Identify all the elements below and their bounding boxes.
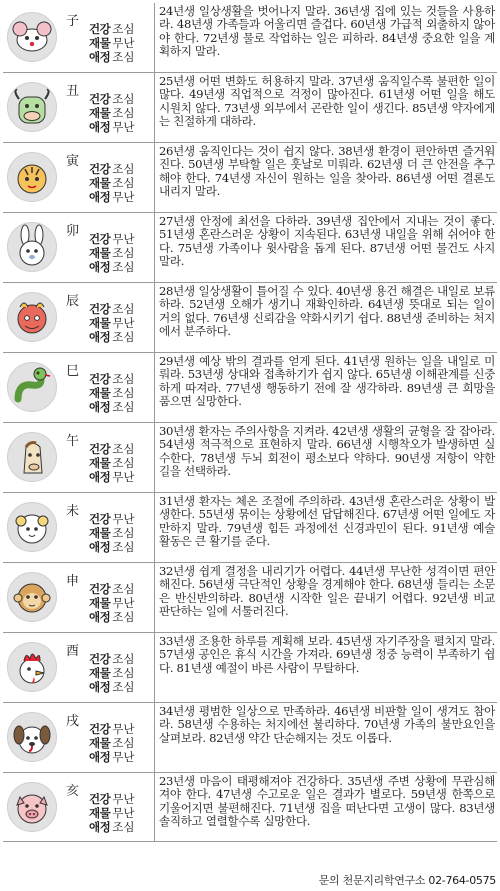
zodiac-hanja: 寅 [66,154,80,169]
fortune-ratings [89,512,134,554]
zodiac-row [3,702,497,772]
wealth-label: 재물 [89,736,111,750]
love-rating [89,50,134,64]
wealth-rating [89,666,134,680]
zodiac-hanja: 午 [66,434,80,449]
wealth-value: 무난 [112,316,135,330]
wealth-value: 무난 [112,806,135,820]
fortune-ratings [89,582,134,624]
love-label: 애정 [89,540,111,554]
zodiac-info [3,423,154,492]
zodiac-hanja: 申 [66,574,80,589]
health-label: 건강 [89,722,111,736]
wealth-label: 재물 [89,456,111,470]
love-label: 애정 [89,400,111,414]
love-value: 조심 [112,540,135,554]
zodiac-info [3,353,154,422]
love-label: 애정 [89,50,111,64]
snake-icon [7,362,57,412]
zodiac-info [3,773,154,841]
tiger-icon [7,152,57,202]
love-label: 애정 [89,190,111,204]
wealth-rating [89,736,134,750]
wealth-rating [89,106,134,120]
fortune-text: 29년생 예상 밖의 결과를 얻게 된다. 41년생 원하는 일을 내일로 미뤄라. 53년생 상대와 접촉하기가 쉽지 않다. 65년생 이해관계를 신중하게 따져라. 77년생 행동하기 전에 잘 생각하라. 89년생 큰 희망을 품으면 실망한다. [154,353,497,422]
zodiac-hanja: 子 [66,14,80,29]
health-rating [89,92,134,106]
fortune-text: 30년생 환자는 주의사항을 지켜라. 42년생 생활의 균형을 잘 잡아라. 54년생 적극적으로 표현하지 말라. 66년생 시행착오가 발생하면 실수한다. 78년생 두뇌 회전이 평소보다 약하다. 90년생 저항이 약한 길을 선택하라. [154,423,497,492]
zodiac-row [3,422,497,492]
health-rating [89,582,134,596]
zodiac-hanja: 酉 [66,644,80,659]
wealth-value: 조심 [112,736,135,750]
wealth-label: 재물 [89,526,111,540]
zodiac-info [3,3,154,72]
wealth-value: 조심 [112,176,135,190]
health-label: 건강 [89,512,111,526]
zodiac-hanja: 未 [66,504,80,519]
zodiac-row [3,632,497,702]
fortune-ratings [89,652,134,694]
love-rating [89,820,134,834]
love-rating [89,470,134,484]
health-label: 건강 [89,232,111,246]
fortune-text: 26년생 움직인다는 것이 쉽지 않다. 38년생 환경이 편안하면 즐거워진다. 50년생 부탁할 일은 훗날로 미뤄라. 62년생 더 큰 안전을 추구해야 한다. 74년생 자신이 원하는 일을 찾아라. 86년생 어떤 결론도 내리지 말라. [154,143,497,212]
health-label: 건강 [89,22,111,36]
health-value: 조심 [112,372,135,386]
wealth-label: 재물 [89,176,111,190]
zodiac-info [3,633,154,702]
health-rating [89,372,134,386]
fortune-ratings [89,22,134,64]
wealth-value: 조심 [112,526,135,540]
love-value: 무난 [112,750,135,764]
ox-icon [7,82,57,132]
fortune-ratings [89,442,134,484]
rat-icon [7,12,57,62]
horoscope-table [3,3,497,842]
health-rating [89,22,134,36]
wealth-rating [89,316,134,330]
wealth-label: 재물 [89,246,111,260]
wealth-rating [89,246,134,260]
love-label: 애정 [89,610,111,624]
zodiac-info [3,213,154,282]
love-value: 조심 [112,260,135,274]
horse-icon [7,432,57,482]
zodiac-info [3,563,154,632]
health-rating [89,652,134,666]
wealth-label: 재물 [89,596,111,610]
fortune-ratings [89,792,134,834]
wealth-rating [89,36,134,50]
wealth-value: 무난 [112,596,135,610]
contact-footer: 문의 천문지리학연구소 02-764-0575 [318,874,496,887]
love-value: 무난 [112,470,135,484]
zodiac-hanja: 卯 [66,224,80,239]
wealth-value: 조심 [112,666,135,680]
wealth-rating [89,456,134,470]
wealth-value: 조심 [112,246,135,260]
fortune-text: 28년생 일상생활이 틀어질 수 있다. 40년생 용건 해결은 내일로 보류하라. 52년생 오해가 생기니 재확인하라. 64년생 뜻대로 되는 일이 거의 없다. 76년생 신뢰감을 약화시키기 쉽다. 88년생 준비하는 처지에서 분주하다. [154,283,497,352]
fortune-ratings [89,302,134,344]
health-label: 건강 [89,162,111,176]
health-rating [89,162,134,176]
love-label: 애정 [89,680,111,694]
love-value: 조심 [112,680,135,694]
health-rating [89,442,134,456]
health-value: 조심 [112,22,135,36]
health-value: 무난 [112,722,135,736]
fortune-text: 33년생 조용한 하루를 계획해 보라. 45년생 자기주장을 펼치지 말라. 57년생 공인은 휴식 시간을 가져라. 69년생 정중 능력이 부족하기 쉽다. 81년생 예절이 바른 사람이 무탈하다. [154,633,497,702]
zodiac-info [3,143,154,212]
fortune-text: 31년생 환자는 체온 조절에 주의하라. 43년생 혼란스러운 상황이 발생한다. 55년생 묶이는 상황에선 답답해진다. 67년생 어떤 일에도 자만하지 말라. 79년생 힘든 과정에선 신경과민이 된다. 91년생 예술 활동은 큰 활기를 준다. [154,493,497,562]
love-label: 애정 [89,470,111,484]
health-rating [89,232,134,246]
health-label: 건강 [89,652,111,666]
love-rating [89,400,134,414]
health-label: 건강 [89,792,111,806]
health-value: 무난 [112,792,135,806]
love-label: 애정 [89,330,111,344]
wealth-rating [89,386,134,400]
fortune-ratings [89,92,134,134]
love-label: 애정 [89,120,111,134]
dog-icon [7,712,57,762]
love-label: 애정 [89,260,111,274]
health-rating [89,512,134,526]
health-value: 조심 [112,442,135,456]
wealth-rating [89,596,134,610]
zodiac-hanja: 辰 [66,294,80,309]
love-rating [89,330,134,344]
zodiac-info [3,703,154,772]
wealth-label: 재물 [89,666,111,680]
fortune-text: 27년생 안정에 최선을 다하라. 39년생 집안에서 지내는 것이 좋다. 51년생 혼란스러운 상황이 지속된다. 63년생 내일을 위해 쉬어야 한다. 75년생 가족이나 윗사람을 돕게 된다. 87년생 어떤 물건도 사지 말라. [154,213,497,282]
love-value: 무난 [112,190,135,204]
rabbit-icon [7,222,57,272]
health-label: 건강 [89,372,111,386]
fortune-ratings [89,722,134,764]
health-value: 조심 [112,652,135,666]
zodiac-row [3,492,497,562]
wealth-label: 재물 [89,316,111,330]
zodiac-row [3,562,497,632]
zodiac-hanja: 巳 [66,364,80,379]
fortune-ratings [89,232,134,274]
wealth-label: 재물 [89,36,111,50]
health-label: 건강 [89,302,111,316]
health-label: 건강 [89,442,111,456]
wealth-rating [89,806,134,820]
zodiac-row [3,3,497,72]
fortune-ratings [89,162,134,204]
love-rating [89,610,134,624]
zodiac-row [3,212,497,282]
zodiac-row [3,282,497,352]
zodiac-hanja: 丑 [66,84,80,99]
love-rating [89,540,134,554]
love-value: 조심 [112,610,135,624]
zodiac-row [3,772,497,842]
wealth-label: 재물 [89,386,111,400]
health-value: 조심 [112,162,135,176]
health-rating [89,722,134,736]
zodiac-info [3,283,154,352]
love-value: 조심 [112,50,135,64]
wealth-value: 조심 [112,386,135,400]
zodiac-row [3,142,497,212]
fortune-text: 25년생 어떤 변화도 허용하지 말라. 37년생 움직일수록 불편한 일이 많다. 49년생 직업적으로 걱정이 많아진다. 61년생 어떤 일을 해도 시원치 않다. 73년생 외부에서 곤란한 일이 생긴다. 85년생 약자에게는 친절하게 대하라. [154,73,497,142]
rooster-icon [7,642,57,692]
health-value: 무난 [112,232,135,246]
health-label: 건강 [89,582,111,596]
love-value: 조심 [112,820,135,834]
love-rating [89,120,134,134]
love-rating [89,750,134,764]
health-value: 조심 [112,92,135,106]
wealth-label: 재물 [89,106,111,120]
love-rating [89,190,134,204]
health-value: 조심 [112,582,135,596]
dragon-icon [7,292,57,342]
fortune-ratings [89,372,134,414]
health-rating [89,302,134,316]
zodiac-row [3,352,497,422]
love-rating [89,680,134,694]
love-label: 애정 [89,750,111,764]
monkey-icon [7,572,57,622]
wealth-value: 조심 [112,456,135,470]
love-label: 애정 [89,820,111,834]
wealth-value: 조심 [112,106,135,120]
zodiac-hanja: 亥 [66,784,80,799]
zodiac-info [3,73,154,142]
pig-icon [7,782,57,832]
wealth-rating [89,526,134,540]
fortune-text: 24년생 일상생활을 벗어나지 말라. 36년생 집에 있는 것들을 사용하라. 48년생 가족들과 어울리면 즐겁다. 60년생 가급적 외출하지 않아야 한다. 72년생 물로 작업하는 일은 피하라. 84년생 중요한 일을 계획하지 말라. [154,3,497,72]
zodiac-row [3,72,497,142]
wealth-label: 재물 [89,806,111,820]
zodiac-info [3,493,154,562]
fortune-text: 34년생 평범한 일상으로 만족하라. 46년생 비판할 일이 생겨도 참아라. 58년생 수용하는 처지에선 불리하다. 70년생 가족의 불만요인을 살펴보라. 82년생 약간 단순해지는 것도 이롭다. [154,703,497,772]
sheep-icon [7,502,57,552]
love-value: 조심 [112,400,135,414]
wealth-rating [89,176,134,190]
love-value: 무난 [112,120,135,134]
health-rating [89,792,134,806]
health-value: 무난 [112,512,135,526]
fortune-text: 32년생 쉽게 결정을 내리기가 어렵다. 44년생 무난한 성격이면 편안해진다. 56년생 극단적인 상황을 경계해야 한다. 68년생 들리는 소문은 반신반의하라. 80년생 시작한 일은 끝내기 어렵다. 92년생 비교 판단하는 일에 서툴러진다. [154,563,497,632]
love-rating [89,260,134,274]
zodiac-hanja: 戌 [66,714,80,729]
health-label: 건강 [89,92,111,106]
wealth-value: 무난 [112,36,135,50]
love-value: 조심 [112,330,135,344]
fortune-text: 23년생 마음이 태평해져야 건강하다. 35년생 주변 상황에 무관심해져야 한다. 47년생 수고로운 일은 결과가 별로다. 59년생 한쪽으로 기울어지면 불편해진다. 71년생 집을 떠난다면 고생이 많다. 83년생 솔직하고 열렬할수록 실망한다. [154,773,497,841]
health-value: 조심 [112,302,135,316]
